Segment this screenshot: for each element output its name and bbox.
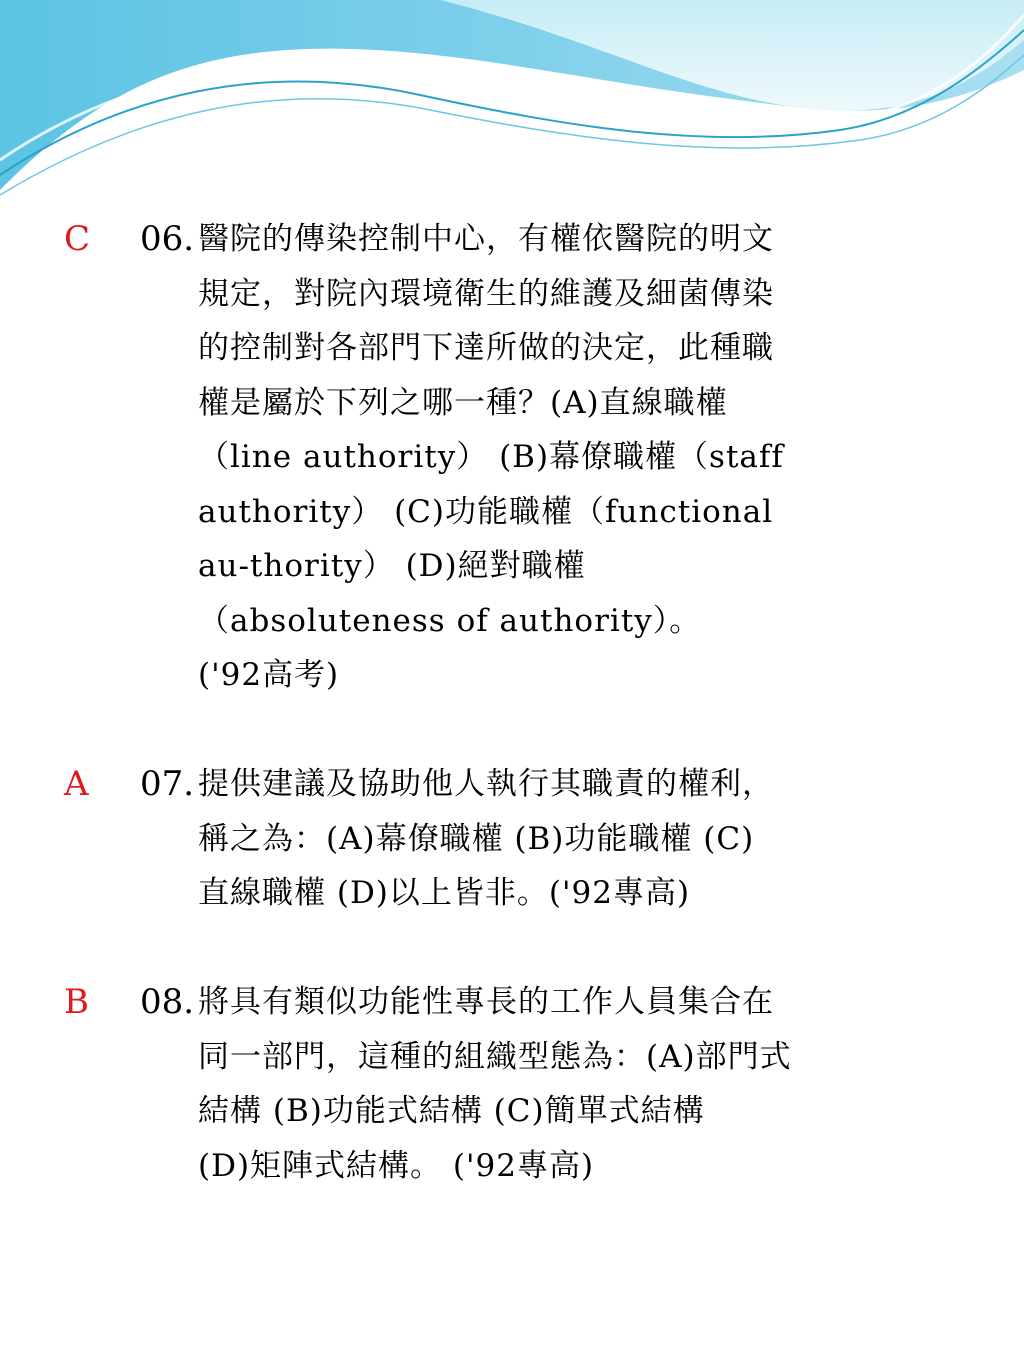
question-line: 醫院的傳染控制中心，有權依醫院的明文 xyxy=(198,221,774,257)
question-number: 06. xyxy=(140,219,195,259)
question-line: 將具有類似功能性專長的工作人員集合在 xyxy=(198,984,774,1020)
question-line: （absoluteness of authority）。 xyxy=(198,602,702,639)
question-line: ('92高考) xyxy=(198,657,340,693)
question-line: 直線職權 (D)以上皆非。('92專高) xyxy=(198,875,691,911)
question-line: 規定，對院內環境衛生的維護及細菌傳染 xyxy=(198,275,774,312)
question-line: 稱之為：(A)幕僚職權 (B)功能職權 (C) xyxy=(198,820,755,857)
question-line: au-thority） (D)絕對職權 xyxy=(198,548,586,584)
answer-letter: C xyxy=(64,219,91,259)
question-number: 07. xyxy=(140,764,195,804)
question-line: 結構 (B)功能式結構 (C)簡單式結構 xyxy=(198,1093,705,1129)
question-line: 權是屬於下列之哪一種？(A)直線職權 xyxy=(198,384,728,421)
answer-letter: B xyxy=(64,982,89,1022)
answer-letter: A xyxy=(64,764,89,804)
question-text xyxy=(198,757,918,921)
question-line: （line authority） (B)幕僚職權（staff xyxy=(198,439,784,475)
question-line: 同一部門，這種的組織型態為：(A)部門式 xyxy=(198,1038,792,1075)
question-line: 的控制對各部門下達所做的決定，此種職 xyxy=(198,330,774,366)
question-text xyxy=(198,975,918,1193)
question-line: (D)矩陣式結構。 ('92專高) xyxy=(198,1147,595,1184)
question-line: 提供建議及協助他人執行其職責的權利， xyxy=(198,766,774,802)
question-text xyxy=(198,212,918,703)
question-number: 08. xyxy=(140,982,195,1022)
question-line: authority） (C)功能職權（functional xyxy=(198,493,774,530)
